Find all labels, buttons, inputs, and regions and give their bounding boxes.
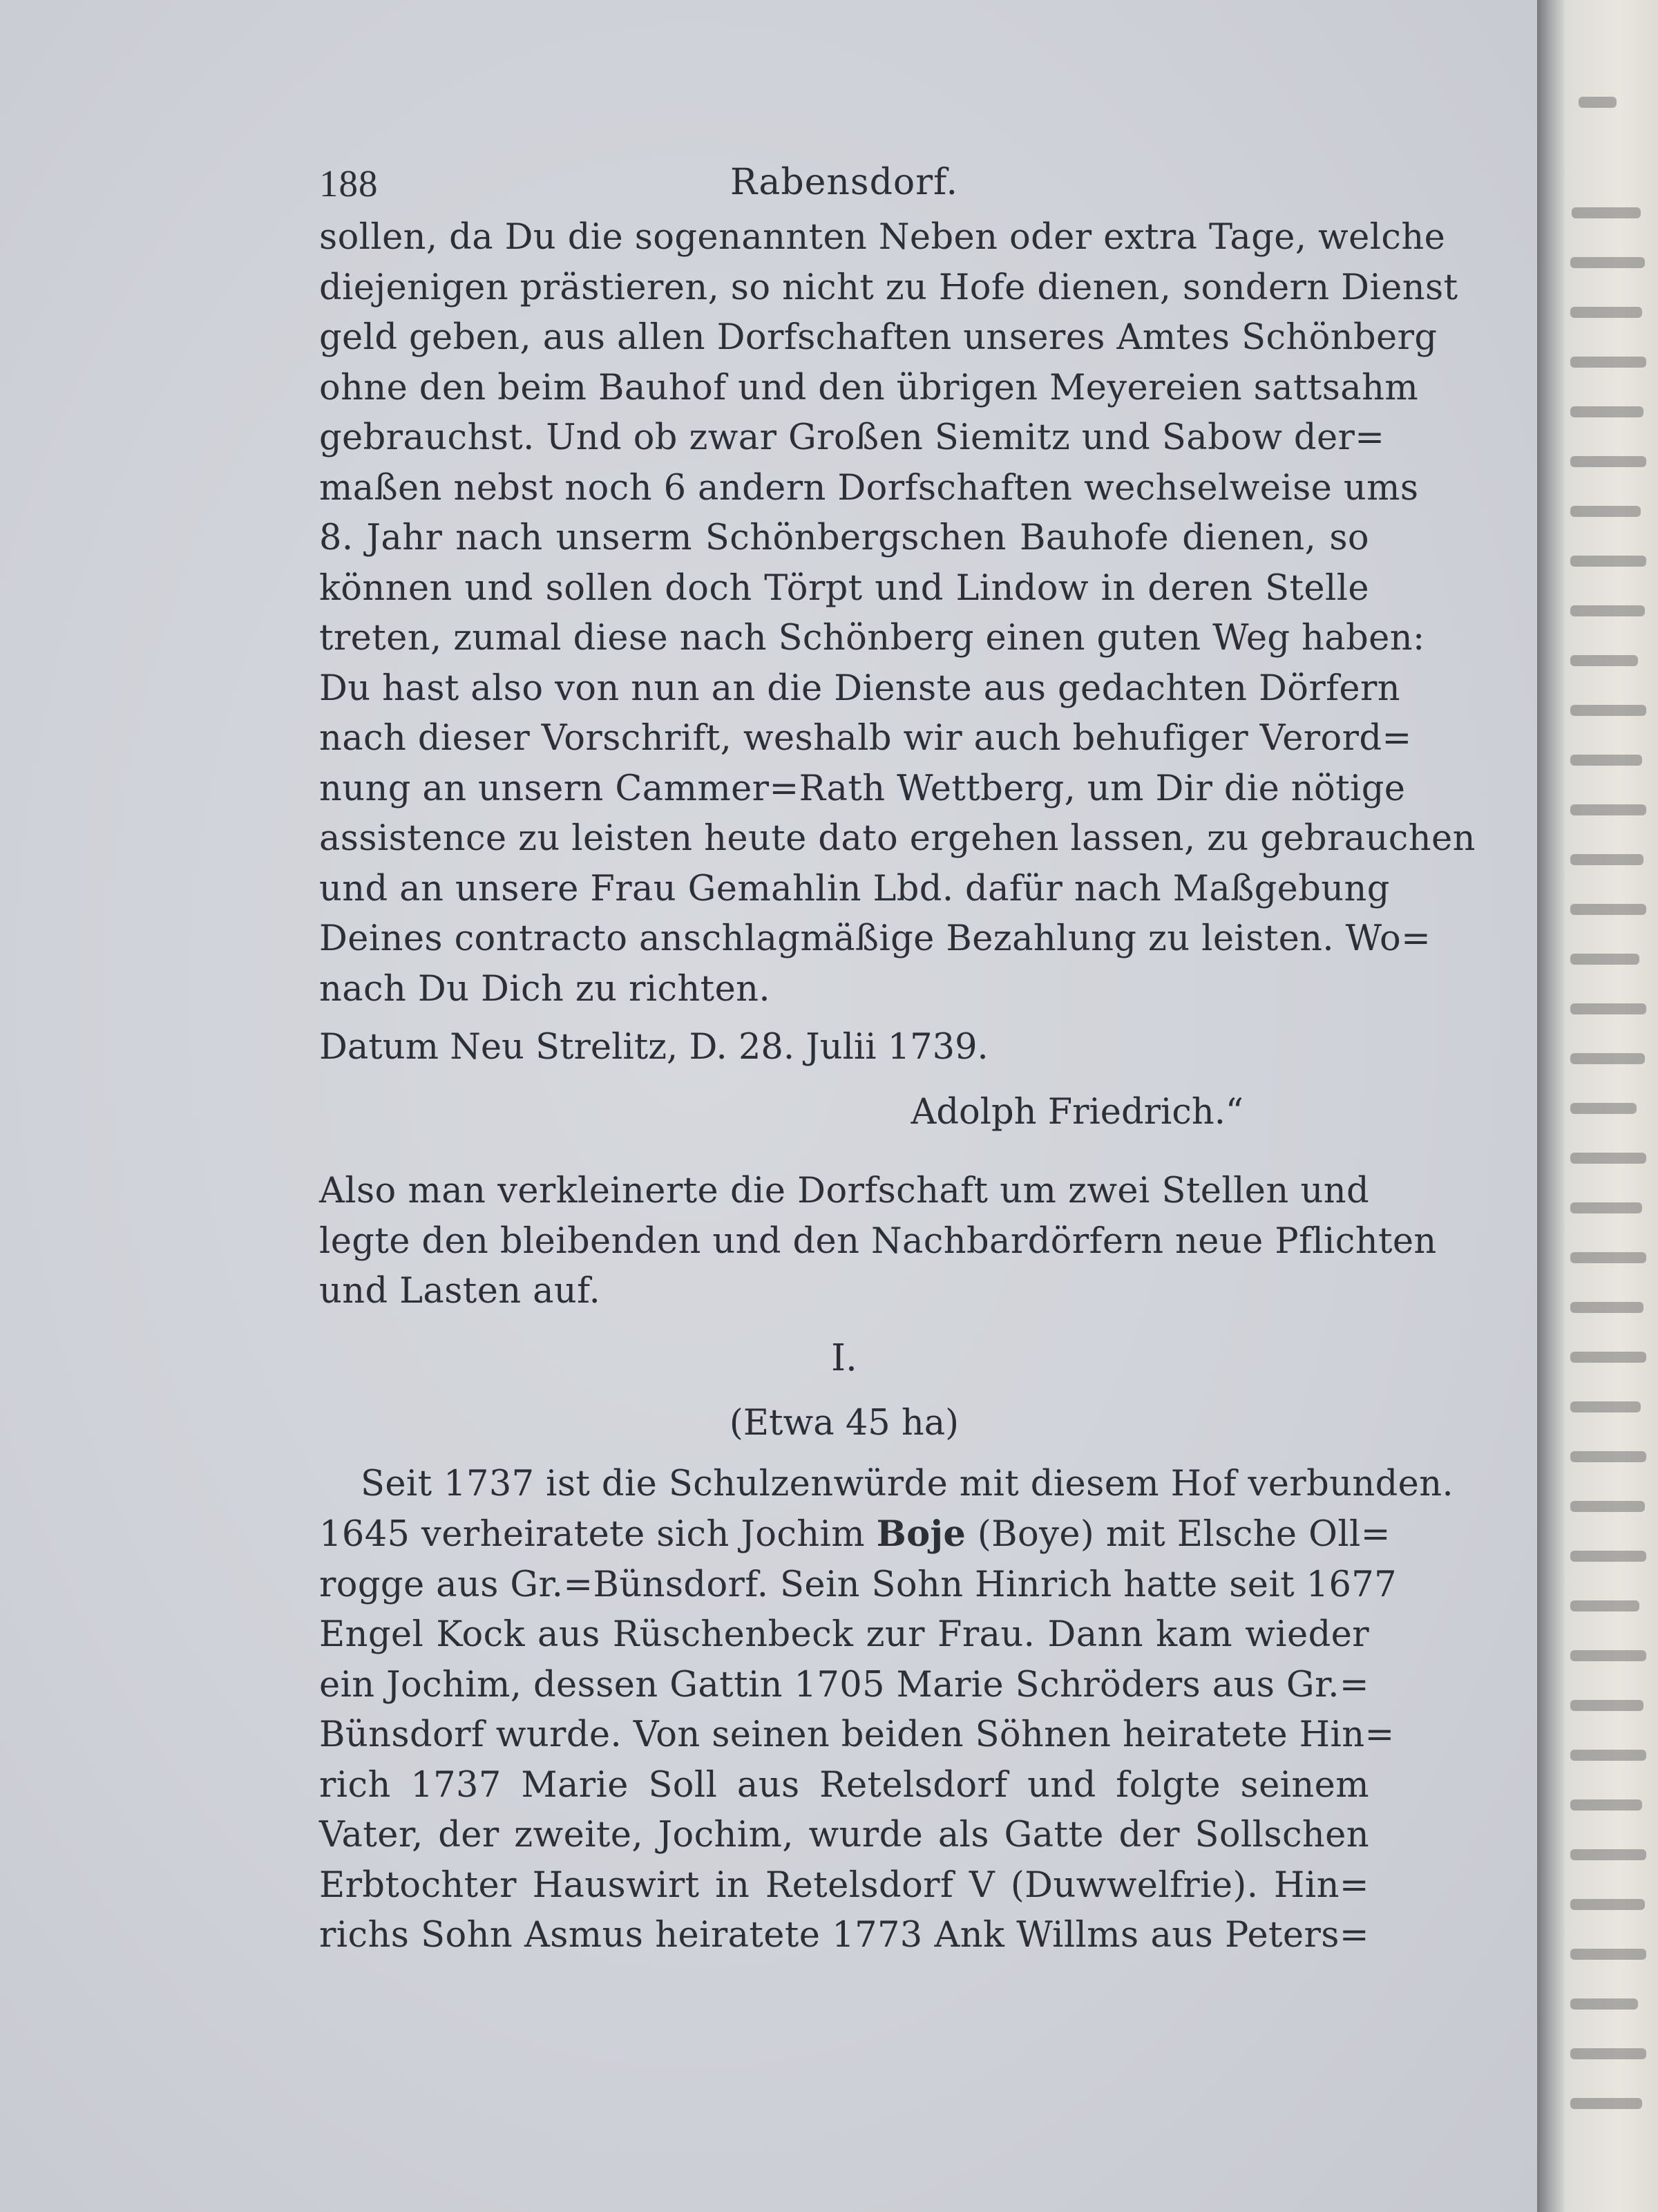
bleed-through-text	[1570, 456, 1646, 467]
text-line: Bünsdorf wurde. Von seinen beiden Söhnen heiratete Hin=	[319, 1714, 1395, 1755]
bleed-through-text	[1570, 1849, 1646, 1860]
bleed-through-text	[1570, 556, 1646, 567]
text-line: Vater, der zweite, Jochim, wurde als Gatte der Sollschen	[319, 1815, 1369, 1855]
letter-paragraph	[319, 213, 1476, 1014]
bleed-through-text	[1570, 1103, 1637, 1114]
bleed-through-text	[1570, 804, 1646, 815]
text-line: Du hast also von nun an die Dienste aus gedachten Dörfern	[319, 668, 1401, 709]
text-line: und an unsere Frau Gemahlin Lbd. dafür nach Maßgebung	[319, 868, 1390, 909]
bleed-through-text	[1570, 2098, 1642, 2109]
text-line: richs Sohn Asmus heiratete 1773 Ank Willms aus Peters=	[319, 1915, 1369, 1956]
bleed-through-text	[1570, 755, 1642, 766]
book-gutter-shadow	[1537, 0, 1565, 2212]
text-line: geld geben, aus allen Dorfschaften unseres Amtes Schönberg	[319, 317, 1438, 358]
text-line-with-name	[319, 1509, 1391, 1560]
bleed-through-text	[1570, 1003, 1646, 1014]
summary-paragraph	[319, 1166, 1437, 1317]
text-line: legte den bleibenden und den Nachbardörfern neue Pflichten	[319, 1220, 1437, 1262]
bleed-through-text	[1570, 904, 1646, 915]
bleed-through-text	[1570, 1053, 1645, 1064]
text-line: ohne den beim Bauhof und den übrigen Meyereien sattsahm	[319, 367, 1419, 408]
bleed-through-text	[1570, 1949, 1646, 1960]
running-head: Rabensdorf.	[730, 162, 958, 203]
section-paragraph	[319, 1459, 1454, 1961]
bleed-through-text	[1570, 655, 1638, 666]
text-line: ein Jochim, dessen Gattin 1705 Marie Schröders aus Gr.=	[319, 1664, 1369, 1705]
bleed-through-text	[1570, 605, 1645, 616]
text-line: nach dieser Vorschrift, weshalb wir auch behufiger Verord=	[319, 718, 1412, 759]
bleed-through-text	[1570, 506, 1641, 517]
text-line: assistence zu leisten heute dato ergehen lassen, zu gebrauchen	[319, 818, 1476, 859]
page-text-block	[319, 155, 1476, 1961]
bleed-through-text	[1570, 1750, 1646, 1761]
section-subtitle: (Etwa 45 ha)	[729, 1402, 960, 1444]
text-segment: (Boye) mit Elsche Oll=	[966, 1514, 1391, 1555]
text-line: maßen nebst noch 6 andern Dorfschaften wechselweise ums	[319, 467, 1419, 509]
bleed-through-text	[1570, 1650, 1646, 1661]
text-line: rogge aus Gr.=Bünsdorf. Sein Sohn Hinrich hatte seit 1677	[319, 1564, 1397, 1605]
bleed-through-text	[1570, 1202, 1642, 1213]
bleed-through-text	[1570, 1252, 1646, 1263]
bleed-through-text	[1570, 854, 1643, 865]
bleed-through-text	[1570, 1551, 1646, 1562]
bleed-through-text	[1570, 406, 1643, 417]
text-line: diejenigen prästieren, so nicht zu Hofe dienen, sondern Dienst	[319, 267, 1458, 308]
bleed-through-text	[1570, 1998, 1638, 2010]
page-number: 188	[319, 162, 379, 205]
bleed-through-text	[1570, 1600, 1639, 1611]
adjacent-page-edge	[1565, 0, 1658, 2212]
text-segment: 1645 verheiratete sich Jochim	[319, 1514, 877, 1555]
text-line: gebrauchst. Und ob zwar Großen Siemitz und Sabow der=	[319, 417, 1385, 458]
bleed-through-text	[1570, 1352, 1646, 1363]
text-line: Seit 1737 ist die Schulzenwürde mit diesem Hof verbunden.	[361, 1463, 1454, 1504]
letter-signature: Adolph Friedrich.“	[911, 1092, 1244, 1133]
text-line: Erbtochter Hauswirt in Retelsdorf V (Duwwelfrie). Hin=	[319, 1864, 1369, 1906]
bleed-through-text	[1570, 257, 1645, 268]
bleed-through-text	[1570, 954, 1639, 965]
bleed-through-text	[1570, 1899, 1645, 1910]
bleed-through-text	[1570, 1302, 1643, 1313]
text-line: nach Du Dich zu richten.	[319, 968, 771, 1010]
text-line: und Lasten auf.	[319, 1271, 601, 1312]
text-line: sollen, da Du die sogenannten Neben oder extra Tage, welche	[319, 217, 1446, 258]
family-name-boje: Boje	[876, 1513, 966, 1555]
section-title: I.	[831, 1336, 857, 1379]
text-line: Engel Kock aus Rüschenbeck zur Frau. Dann kam wieder	[319, 1614, 1369, 1655]
text-line: können und sollen doch Törpt und Lindow in deren Stelle	[319, 567, 1369, 609]
text-line: 8. Jahr nach unserm Schönbergschen Bauhofe dienen, so	[319, 518, 1369, 558]
bleed-through-text	[1570, 1501, 1645, 1512]
bleed-through-text	[1570, 2048, 1646, 2059]
bleed-through-text	[1570, 307, 1642, 318]
bleed-through-text	[1570, 1451, 1646, 1462]
bleed-through-text	[1579, 97, 1617, 108]
text-line: Also man verkleinerte die Dorfschaft um zwei Stellen und	[319, 1171, 1369, 1211]
text-line: nung an unsern Cammer=Rath Wettberg, um Dir die nötige	[319, 768, 1406, 809]
letter-dateline: Datum Neu Strelitz, D. 28. Julii 1739.	[319, 1027, 989, 1068]
bleed-through-text	[1570, 705, 1646, 716]
bleed-through-text	[1572, 207, 1641, 218]
text-line: Deines contracto anschlagmäßige Bezahlung zu leisten. Wo=	[319, 918, 1431, 959]
bleed-through-text	[1570, 1799, 1642, 1811]
bleed-through-text	[1570, 1700, 1643, 1711]
page-header	[319, 155, 1369, 213]
text-line: rich 1737 Marie Soll aus Retelsdorf und folgte seinem	[319, 1764, 1369, 1806]
bleed-through-text	[1570, 1153, 1646, 1164]
text-line: treten, zumal diese nach Schönberg einen guten Weg haben:	[319, 618, 1425, 659]
bleed-through-text	[1570, 1401, 1641, 1412]
bleed-through-text	[1570, 357, 1646, 368]
